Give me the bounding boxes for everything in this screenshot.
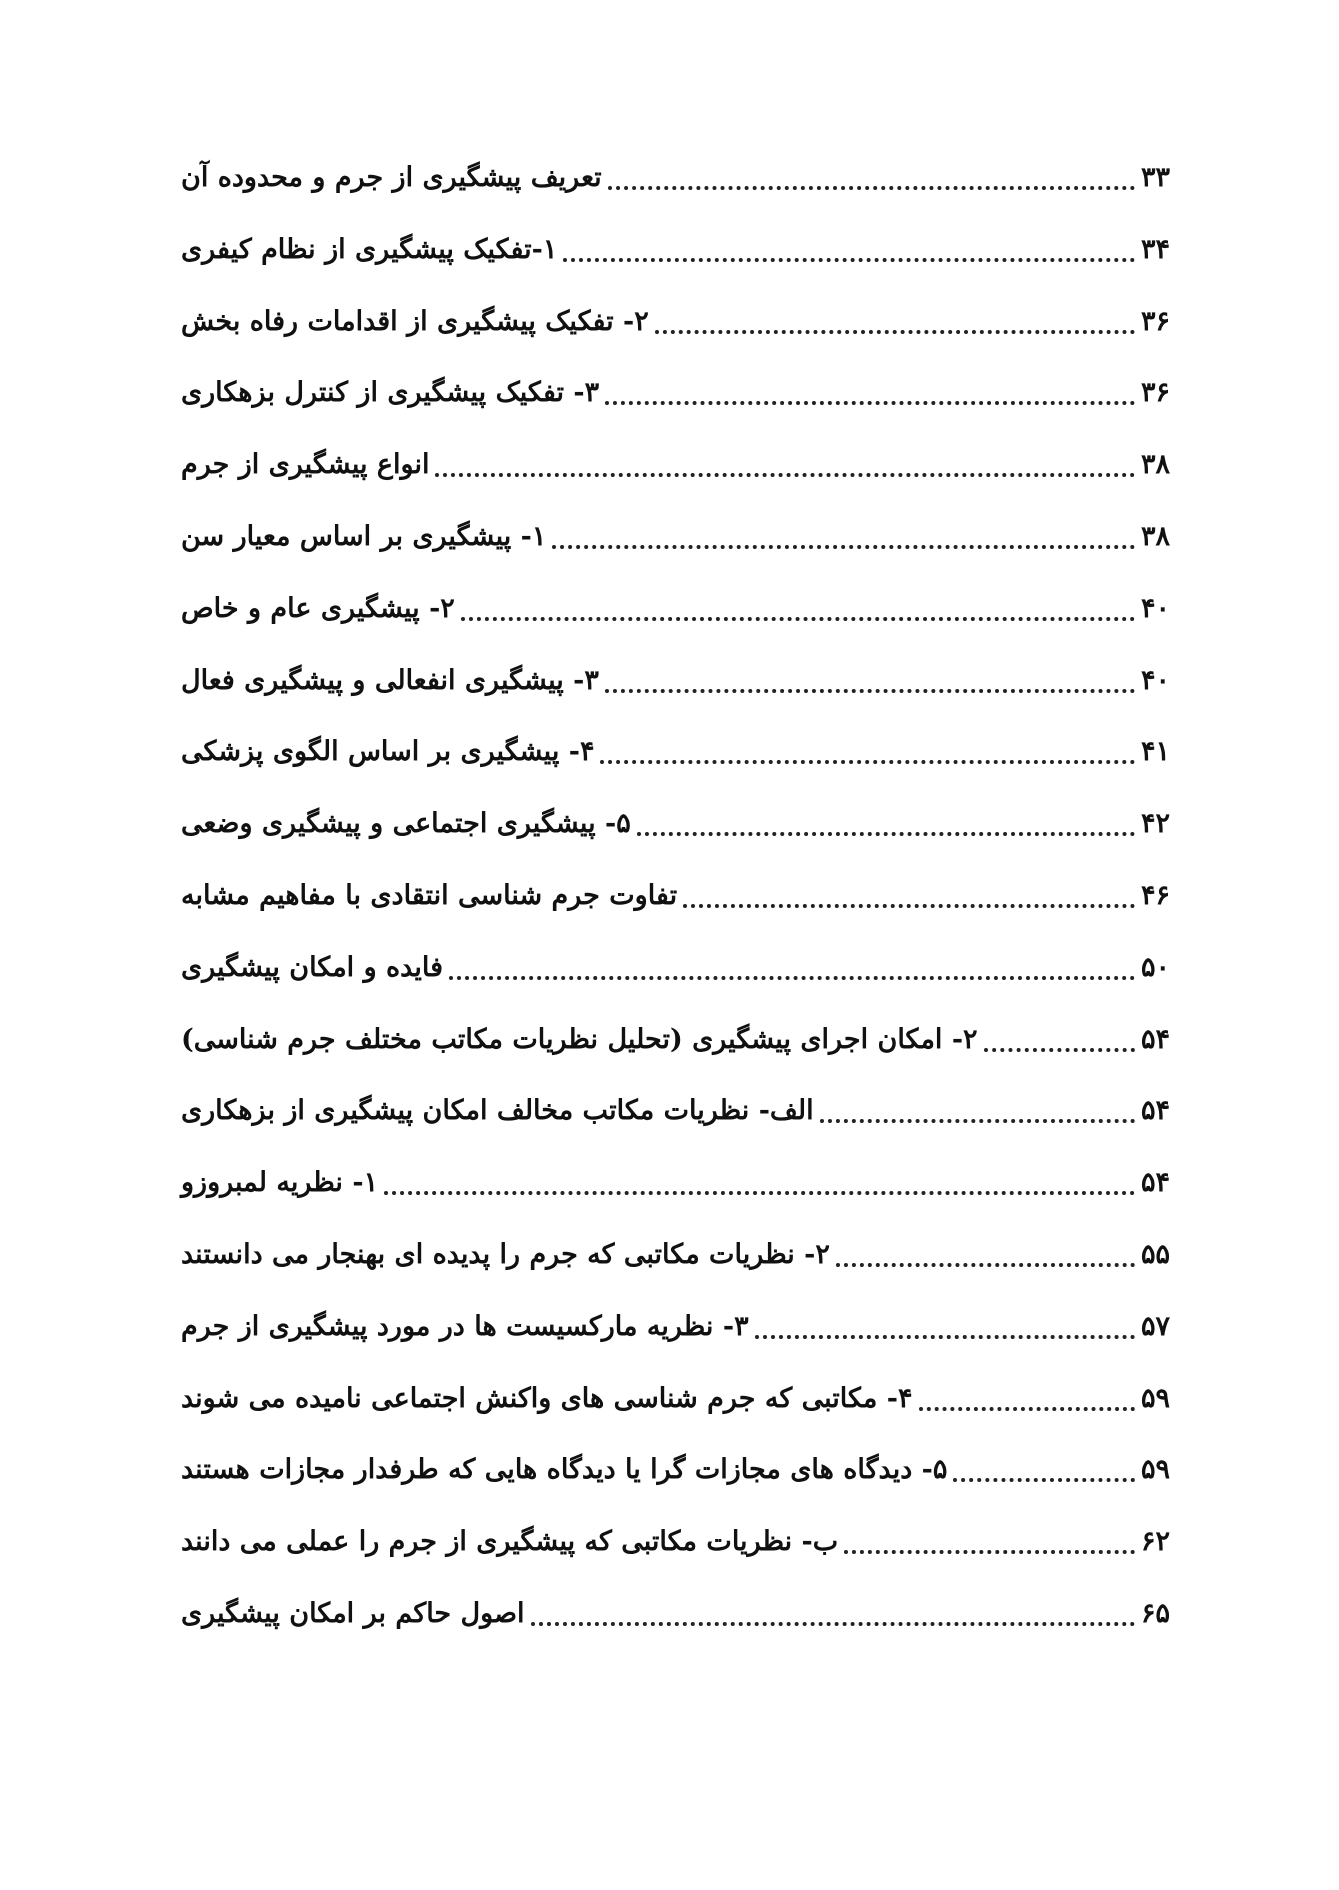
toc-entry (175, 1522, 1185, 1594)
toc-entry-title: ۱- نظریه لمبروزو (181, 1167, 379, 1199)
toc-entry-page: ۳۳ (1141, 162, 1171, 193)
toc-entry (175, 732, 1185, 804)
toc-entry-title: ۵- پیشگیری اجتماعی و پیشگیری وضعی (181, 808, 631, 840)
toc-entry-page: ۵۴ (1141, 1095, 1171, 1127)
toc-dot-leader (435, 445, 1135, 477)
toc-dot-leader (953, 1450, 1135, 1482)
toc-entry-page: ۴۲ (1141, 808, 1171, 840)
toc-dot-leader (984, 1020, 1135, 1052)
toc-entry-title: ۲- تفکیک پیشگیری از اقدامات رفاه بخش (181, 305, 649, 337)
toc-dot-leader (637, 804, 1135, 836)
toc-entry-title: ۳- نظریه مارکسیست ها در مورد پیشگیری از جرم (181, 1310, 749, 1342)
toc-entry-page: ۳۸ (1141, 520, 1171, 552)
toc-entry-page: ۳۸ (1141, 449, 1171, 481)
toc-entry (175, 948, 1185, 1020)
toc-entry (175, 302, 1185, 374)
toc-entry (175, 1379, 1185, 1451)
toc-entry-page: ۵۷ (1141, 1310, 1171, 1342)
toc-entry (175, 517, 1185, 589)
toc-entry-title: ۵- دیدگاه های مجازات گرا یا دیدگاه هایی که طرفدار مجازات هستند (181, 1454, 948, 1486)
toc-dot-leader (605, 661, 1135, 693)
toc-dot-leader (836, 1235, 1135, 1267)
toc-entry-page: ۴۰ (1141, 592, 1171, 624)
toc-dot-leader (919, 1379, 1136, 1411)
toc-entry-title: تفاوت جرم شناسی انتقادی با مفاهیم مشابه (181, 879, 678, 911)
toc-entry-page: ۵۹ (1141, 1382, 1171, 1414)
toc-entry-page: ۳۴ (1141, 233, 1171, 265)
toc-entry-page: ۵۰ (1141, 951, 1171, 983)
toc-entry (175, 373, 1185, 445)
toc-dot-leader (755, 1307, 1135, 1339)
toc-entry-page: ۴۱ (1141, 736, 1171, 768)
toc-entry-title: ۴- مکاتبی که جرم شناسی های واکنش اجتماعی نامیده می شوند (181, 1382, 913, 1414)
toc-dot-leader (449, 948, 1135, 980)
toc-entry-title: ۴- پیشگیری بر اساس الگوی پزشکی (181, 736, 595, 768)
toc-entry (175, 230, 1185, 302)
toc-entry-title: تعریف پیشگیری از جرم و محدوده آن (181, 162, 602, 193)
toc-entry (175, 1163, 1185, 1235)
toc-entry-title: ب- نظریات مکاتبی که پیشگیری از جرم را عملی می دانند (181, 1526, 839, 1558)
toc-dot-leader (531, 1594, 1135, 1626)
toc-entry (175, 589, 1185, 661)
toc-entry-page: ۶۵ (1141, 1597, 1171, 1629)
toc-entry-title: ۳- تفکیک پیشگیری از کنترل بزهکاری (181, 377, 600, 409)
toc-dot-leader (844, 1522, 1135, 1554)
toc-entry-title: اصول حاکم بر امکان پیشگیری (181, 1597, 525, 1629)
toc-dot-leader (683, 876, 1135, 908)
toc-entry (175, 1594, 1185, 1666)
toc-entry-title: ۳- پیشگیری انفعالی و پیشگیری فعال (181, 664, 599, 696)
toc-dot-leader (820, 1091, 1135, 1123)
toc-dot-leader (608, 158, 1135, 190)
toc-dot-leader (384, 1163, 1135, 1195)
toc-entry-page: ۵۴ (1141, 1167, 1171, 1199)
toc-dot-leader (655, 302, 1135, 334)
toc-entry-title: ۱-تفکیک پیشگیری از نظام کیفری (181, 233, 558, 265)
toc-dot-leader (563, 230, 1135, 262)
toc-entry (175, 158, 1185, 230)
toc-entry-page: ۵۵ (1141, 1238, 1171, 1270)
toc-entry-page: ۴۶ (1141, 879, 1171, 911)
toc-entry (175, 1235, 1185, 1307)
toc-entry-page: ۴۰ (1141, 664, 1171, 696)
toc-entry-title: ۲- نظریات مکاتبی که جرم را پدیده ای بهنجار می دانستند (181, 1238, 830, 1270)
toc-entry (175, 1091, 1185, 1163)
toc-entry (175, 876, 1185, 948)
toc-entry (175, 445, 1185, 517)
toc-entry-title: فایده و امکان پیشگیری (181, 951, 443, 983)
toc-entry-page: ۳۶ (1141, 305, 1171, 337)
toc-dot-leader (605, 373, 1135, 405)
toc-dot-leader (600, 732, 1135, 764)
toc-entry (175, 1450, 1185, 1522)
toc-dot-leader (461, 589, 1135, 621)
toc-entry (175, 661, 1185, 733)
toc-entry-title: ۲- پیشگیری عام و خاص (181, 592, 455, 624)
toc-entry-page: ۵۴ (1141, 1023, 1171, 1055)
toc-entry-title: الف- نظریات مکاتب مخالف امکان پیشگیری از بزهکاری (181, 1095, 814, 1127)
toc-dot-leader (552, 517, 1135, 549)
toc-entry-title: انواع پیشگیری از جرم (181, 449, 430, 481)
toc-entry-page: ۳۶ (1141, 377, 1171, 409)
table-of-contents (175, 158, 1185, 1666)
toc-entry-page: ۵۹ (1141, 1454, 1171, 1486)
toc-entry (175, 1307, 1185, 1379)
toc-entry (175, 804, 1185, 876)
toc-entry-title: ۱- پیشگیری بر اساس معیار سن (181, 520, 547, 552)
toc-entry (175, 1020, 1185, 1092)
toc-entry-title: ۲- امکان اجرای پیشگیری (تحلیل نظریات مکاتب مختلف جرم شناسی) (181, 1023, 978, 1055)
toc-entry-page: ۶۲ (1141, 1526, 1171, 1558)
